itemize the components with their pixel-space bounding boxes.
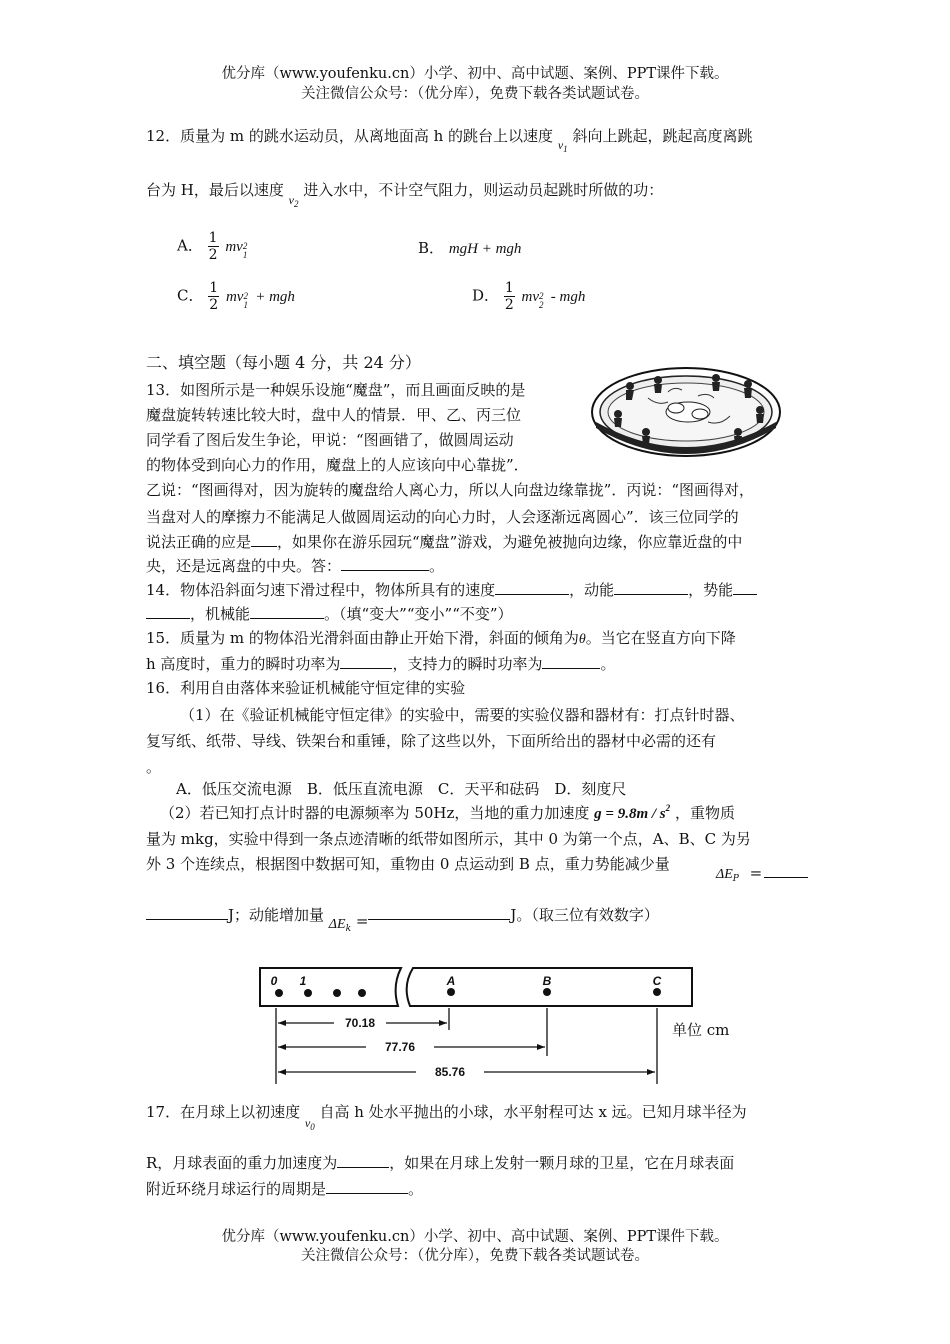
page-footer-line2: 关注微信公众号：（优分库），免费下载各类试题试卷。 [301,1248,649,1264]
distance-0-a: 70.18 [344,1016,376,1030]
q13-line1: 13．如图所示是一种娱乐设施“魔盘”，而且画面反映的是 [146,381,526,399]
q12-line1: 12．质量为 m 的跳水运动员，从离地面高 h 的跳台上以速度 $_{v_1}$ 斜向上跳起，跳起高度离跳 [146,127,753,154]
theta-symbol: θ [578,632,586,647]
q15-line1: 15．质量为 m 的物体沿光滑斜面由静止开始下滑，斜面的倾角为θ。当它在竖直方向下降 [146,629,736,647]
q13-line5: 乙说：“图画得对，因为旋转的魔盘给人离心力，所以人向盘边缘靠拢”．丙说：“图画得对， [146,481,755,499]
q16-part2-line2: 量为 mkg，实验中得到一条点迹清晰的纸带如图所示，其中 0 为第一个点，A、B、C 为另 [146,830,751,848]
q16-part1-line2: 复写纸、纸带、导线、铁架台和重锤，除了这些以外，下面所给出的器材中必需的还有 [146,732,717,750]
section-2-title: 二、填空题（每小题 4 分，共 24 分） [146,353,421,372]
q13-line2: 魔盘旋转转速比较大时，盘中人的情景．甲、乙、丙三位 [146,406,522,424]
q12-option-d: D． $\frac{1}{2}$ mv 2 2 - mgh [472,280,586,313]
q14-potential-blank[interactable] [733,579,757,595]
q13-line4: 的物体受到向心力的作用，魔盘上的人应该向中心靠拢”． [146,456,529,474]
q14-potential-blank-cont[interactable] [146,603,190,619]
q13-line3: 同学看了图后发生争论，甲说：“图画错了，做圆周运动 [146,431,514,449]
q14-kinetic-blank[interactable] [614,579,688,595]
tape-label-b: B [542,974,552,988]
q14-line1: 14．物体沿斜面匀速下滑过程中，物体所具有的速度 ，动能 ，势能 [146,579,757,601]
q17-line1: 17．在月球上以初速度 $_{v_0}$ 自高 h 处水平抛出的小球，水平射程可达 x 远。已知月球半径为 [146,1103,747,1132]
v2-symbol: v2 [288,193,299,209]
page-header-line2: 关注微信公众号：（优分库），免费下载各类试题试卷。 [301,86,649,102]
q14-line2: ，机械能 。（填“变大”“变小”“不变”） [146,603,513,625]
q16-part2-line1: （2）若已知打点计时器的电源频率为 50Hz，当地的重力加速度 $g = 9.8m / s^2$ ，重物质 [160,803,735,822]
distance-0-b: 77.76 [384,1040,416,1054]
delta-ek-blank[interactable] [368,904,510,920]
delta-ep-expression: $\Delta E_P$ = [716,864,808,883]
magic-disk-illustration [588,362,784,462]
q15-support-power-blank[interactable] [542,653,600,669]
tape-label-a: A [446,974,456,988]
q15-gravity-power-blank[interactable] [340,653,392,669]
q14-speed-blank[interactable] [495,579,569,595]
page-footer-line1: 优分库（www.youfenku.cn）小学、初中、高中试题、案例、PPT课件下载。 [221,1229,729,1245]
q15-line2: h 高度时，重力的瞬时功率为 ，支持力的瞬时功率为 。 [146,655,616,673]
q16-choices: A．低压交流电源 B．低压直流电源 C．天平和砝码 D．刻度尺 [176,780,627,798]
q17-period-blank[interactable] [326,1178,408,1194]
tape-dot-b [543,988,551,996]
delta-ep-blank-top[interactable] [764,867,808,878]
q13-line7: 说法正确的应是 ，如果你在游乐园玩“魔盘”游戏，为避免被抛向边缘，你应靠近盘的中 [146,533,743,551]
q13-line6: 当盘对人的摩擦力不能满足人做圆周运动的向心力时，人会逐渐远离圆心”．该三位同学的 [146,508,739,526]
q17-line2: R，月球表面的重力加速度为 ，如果在月球上发射一颗月球的卫星，它在月球表面 [146,1154,735,1172]
tape-label-0: 0 [270,974,278,988]
v0-symbol: v0 [304,1116,315,1132]
tape-label-c: C [652,974,662,988]
q16-part1-line1: （1）在《验证机械能守恒定律》的实验中，需要的实验仪器和器材有：打点针时器、 [180,706,745,724]
q16-part2-line3: 外 3 个连续点，根据图中数据可知，重物由 0 点运动到 B 点，重力势能减少量 [146,855,670,873]
delta-ep-blank[interactable] [146,904,228,920]
q16-title: 16．利用自由落体来验证机械能守恒定律的实验 [146,679,466,697]
q12-option-a: A． $\frac{1}{2}$ mv 2 1 [177,230,248,263]
q12-option-c: C． $\frac{1}{2}$ mv 2 1 + mgh [177,280,295,313]
gravity-expression: $g = 9.8m / s^2$ [594,803,671,822]
v1-symbol: v1 [557,138,568,154]
tape-dot-2 [333,989,341,997]
q13-line8: 央，还是远离盘的中央。答： 。 [146,557,445,575]
tape-dot-3 [358,989,366,997]
tape-dot-0 [275,989,283,997]
tape-unit-label: 单位 cm [672,1021,730,1039]
tape-dot-c [653,988,661,996]
q17-line3: 附近环绕月球运行的周期是 。 [146,1180,424,1198]
q13-answer-blank-1[interactable] [251,531,277,547]
tape-dot-1 [304,989,312,997]
page-header-line1: 优分库（www.youfenku.cn）小学、初中、高中试题、案例、PPT课件下载。 [221,66,729,82]
q13-answer-blank-2[interactable] [341,555,429,571]
q16-part2-line4: J；动能增加量 $\Delta E_k = J$。（取三位有效数字） [146,904,659,929]
q14-mechanical-blank[interactable] [250,603,324,619]
q17-gravity-blank[interactable] [337,1152,389,1168]
q12-option-b: B． mgH + mgh [418,239,522,257]
q16-part1-line3: 。 [146,758,162,776]
distance-0-c: 85.76 [434,1065,466,1079]
tape-dot-a [447,988,455,996]
q12-line2: 台为 H，最后以速度 $_{v_2}$ 进入水中，不计空气阻力，则运动员起跳时所做的功： [146,181,664,209]
tape-label-1: 1 [299,974,307,988]
